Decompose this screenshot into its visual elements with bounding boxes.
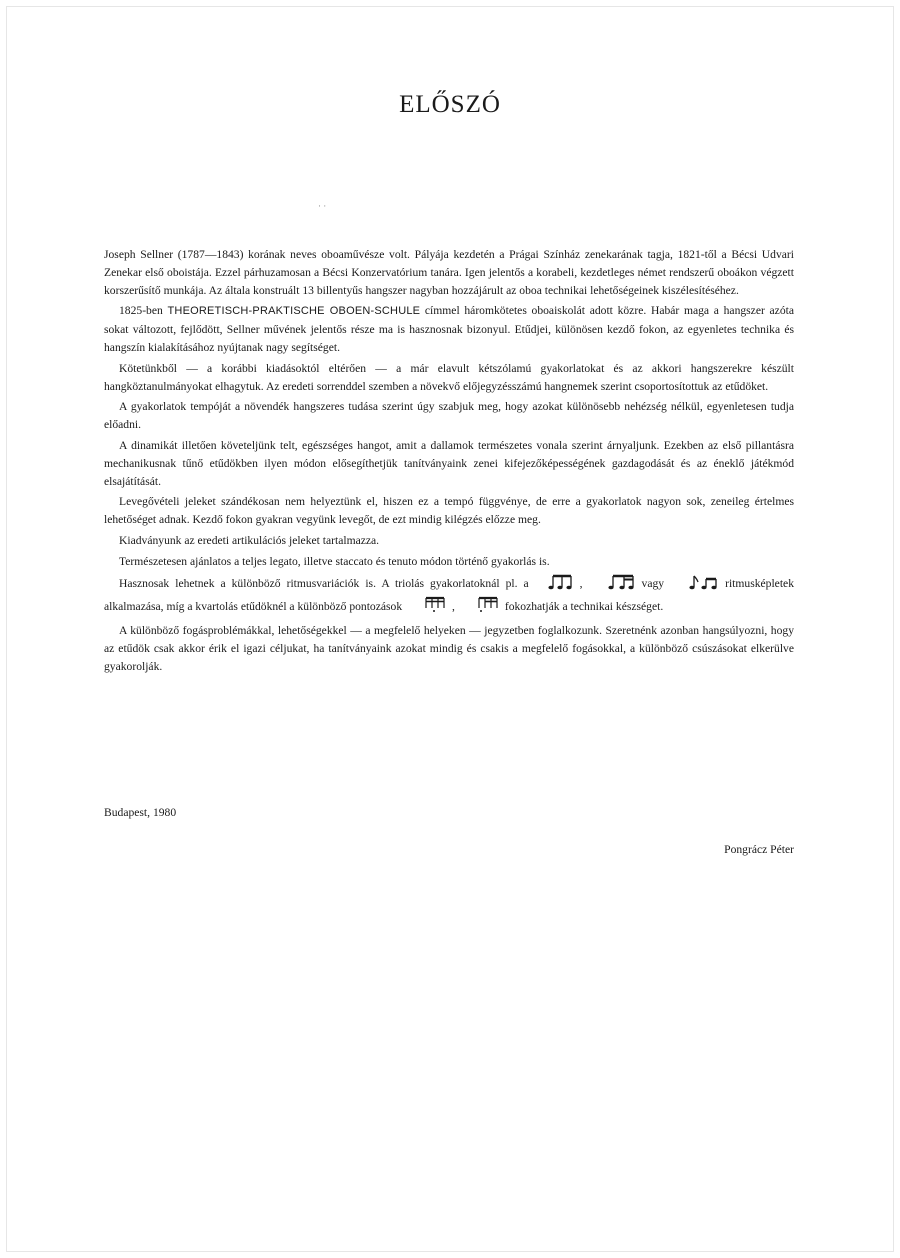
paragraph-2	[104, 302, 794, 356]
paragraph-10: A különböző fogásproblémákkal, lehetőségekkel — a megfelelő helyeken — jegyzetben foglalkozunk. Szeretnénk azonban hangsúlyozni, hogy az etűdök csak akkor érik el igazi céljukat, ha tanítványaink azokat mindig és csakis a megfelelő fogásokkal, a különböző csúszásokat elkerülve gyakorolják.	[104, 624, 794, 673]
book-title: THEORETISCH-PRAKTISCHE OBOEN-SCHULE	[167, 305, 421, 318]
preface-body	[104, 246, 794, 679]
triplet-rhythm-1-icon	[532, 574, 577, 596]
scan-specks: · ·	[318, 201, 327, 211]
paragraph-2-rest: címmel háromkötetes oboaiskolát adott közre. Habár maga a hangszer azóta sokat változott, fejlődött, Sellner művének jelentős része ma is hasznosnak bizonyul. Etűdjei, különösen kezdő fokon, az egyenletes technika és hangszín kialakításához nyújtanak nagy segítséget.	[104, 304, 794, 354]
author-signature: Pongrácz Péter	[724, 843, 794, 856]
paragraph-3: Kötetünkből — a korábbi kiadásoktól eltérően — a már elavult kétszólamú gyakorlatokat és az akkori hangszerekre készült hangköztanulmányokat elhagytuk. Az eredeti sorrenddel szemben a növekvő előjegyzésszámú hangnemek szerint csoportosítottuk az etűdöket.	[104, 361, 794, 393]
paragraph-9	[104, 574, 794, 620]
separator-comma-2: ,	[452, 600, 458, 614]
paragraph-9-part-d: fokozhatják a technikai készséget.	[504, 600, 664, 614]
paragraph-9-part-a: Hasznosak lehetnek a különböző ritmusvariációk is. A triolás gyakorlatoknál pl. a	[119, 576, 529, 590]
dotted-rhythm-1-icon	[408, 595, 449, 619]
paragraph-8: Természetesen ajánlatos a teljes legato, illetve staccato és tenuto módon történő gyakorlás is.	[119, 554, 550, 568]
paragraph-5: A dinamikát illetően követeljünk telt, egészséges hangot, amit a dallamok természetes vonala szerint árnyaljunk. Ezekben az első pillantásra mechanikusnak tűnő etűdökben ilyen módon elősegíthetjük tanítványaink zenei kifejezőképességének gazdagodását és az éneklő játékmód elsajátítását.	[104, 438, 794, 488]
paragraph-4: A gyakorlatok tempóját a növendék hangszeres tudása szerint úgy szabjuk meg, hogy azokat különösebb nehézség nélkül, egyenletesen tudja előadni.	[104, 400, 794, 432]
paragraph-9-part-b: vagy	[641, 576, 665, 590]
triplet-rhythm-3-icon	[673, 574, 722, 596]
triplet-rhythm-2-icon	[592, 574, 639, 596]
paragraph-9-part-c: ritmusképletek alkalmazása, míg a kvartolás etűdöknél a különböző pontozások	[104, 576, 794, 614]
paragraph-7: Kiadványunk az eredeti artikulációs jeleket tartalmazza.	[119, 533, 380, 547]
place-date: Budapest, 1980	[104, 806, 177, 819]
dotted-rhythm-2-icon	[461, 595, 502, 619]
page-title: ELŐSZÓ	[399, 90, 501, 118]
paragraph-2-lead: 1825-ben	[119, 304, 163, 318]
paragraph-1: Joseph Sellner (1787—1843) korának neves oboaművésze volt. Pályája kezdetén a Prágai Színház zenekarának tagja, 1821-től a Bécsi Udvari Zenekar első oboistája. Ezzel párhuzamosan a Bécsi Konzervatórium tanára. Igen jelentős a korabeli, kezdetleges német rendszerű oboákon végzett korszerűsítő munkája. Az általa konstruált 13 billentyűs hangszer nagyban hozzájárult az oboa technikai lehetőségeinek kiszélesítéséhez.	[104, 248, 794, 297]
paragraph-6: Levegővételi jeleket szándékosan nem helyeztünk el, hiszen ez a tempó függvénye, de erre a gyakorlatok nagyon sok, zeneileg értelmes lehetőséget adnak. Kezdő fokon gyakran vegyünk levegőt, de ezt mindig kilégzés előzze meg.	[104, 495, 794, 527]
separator-comma: ,	[579, 576, 589, 590]
